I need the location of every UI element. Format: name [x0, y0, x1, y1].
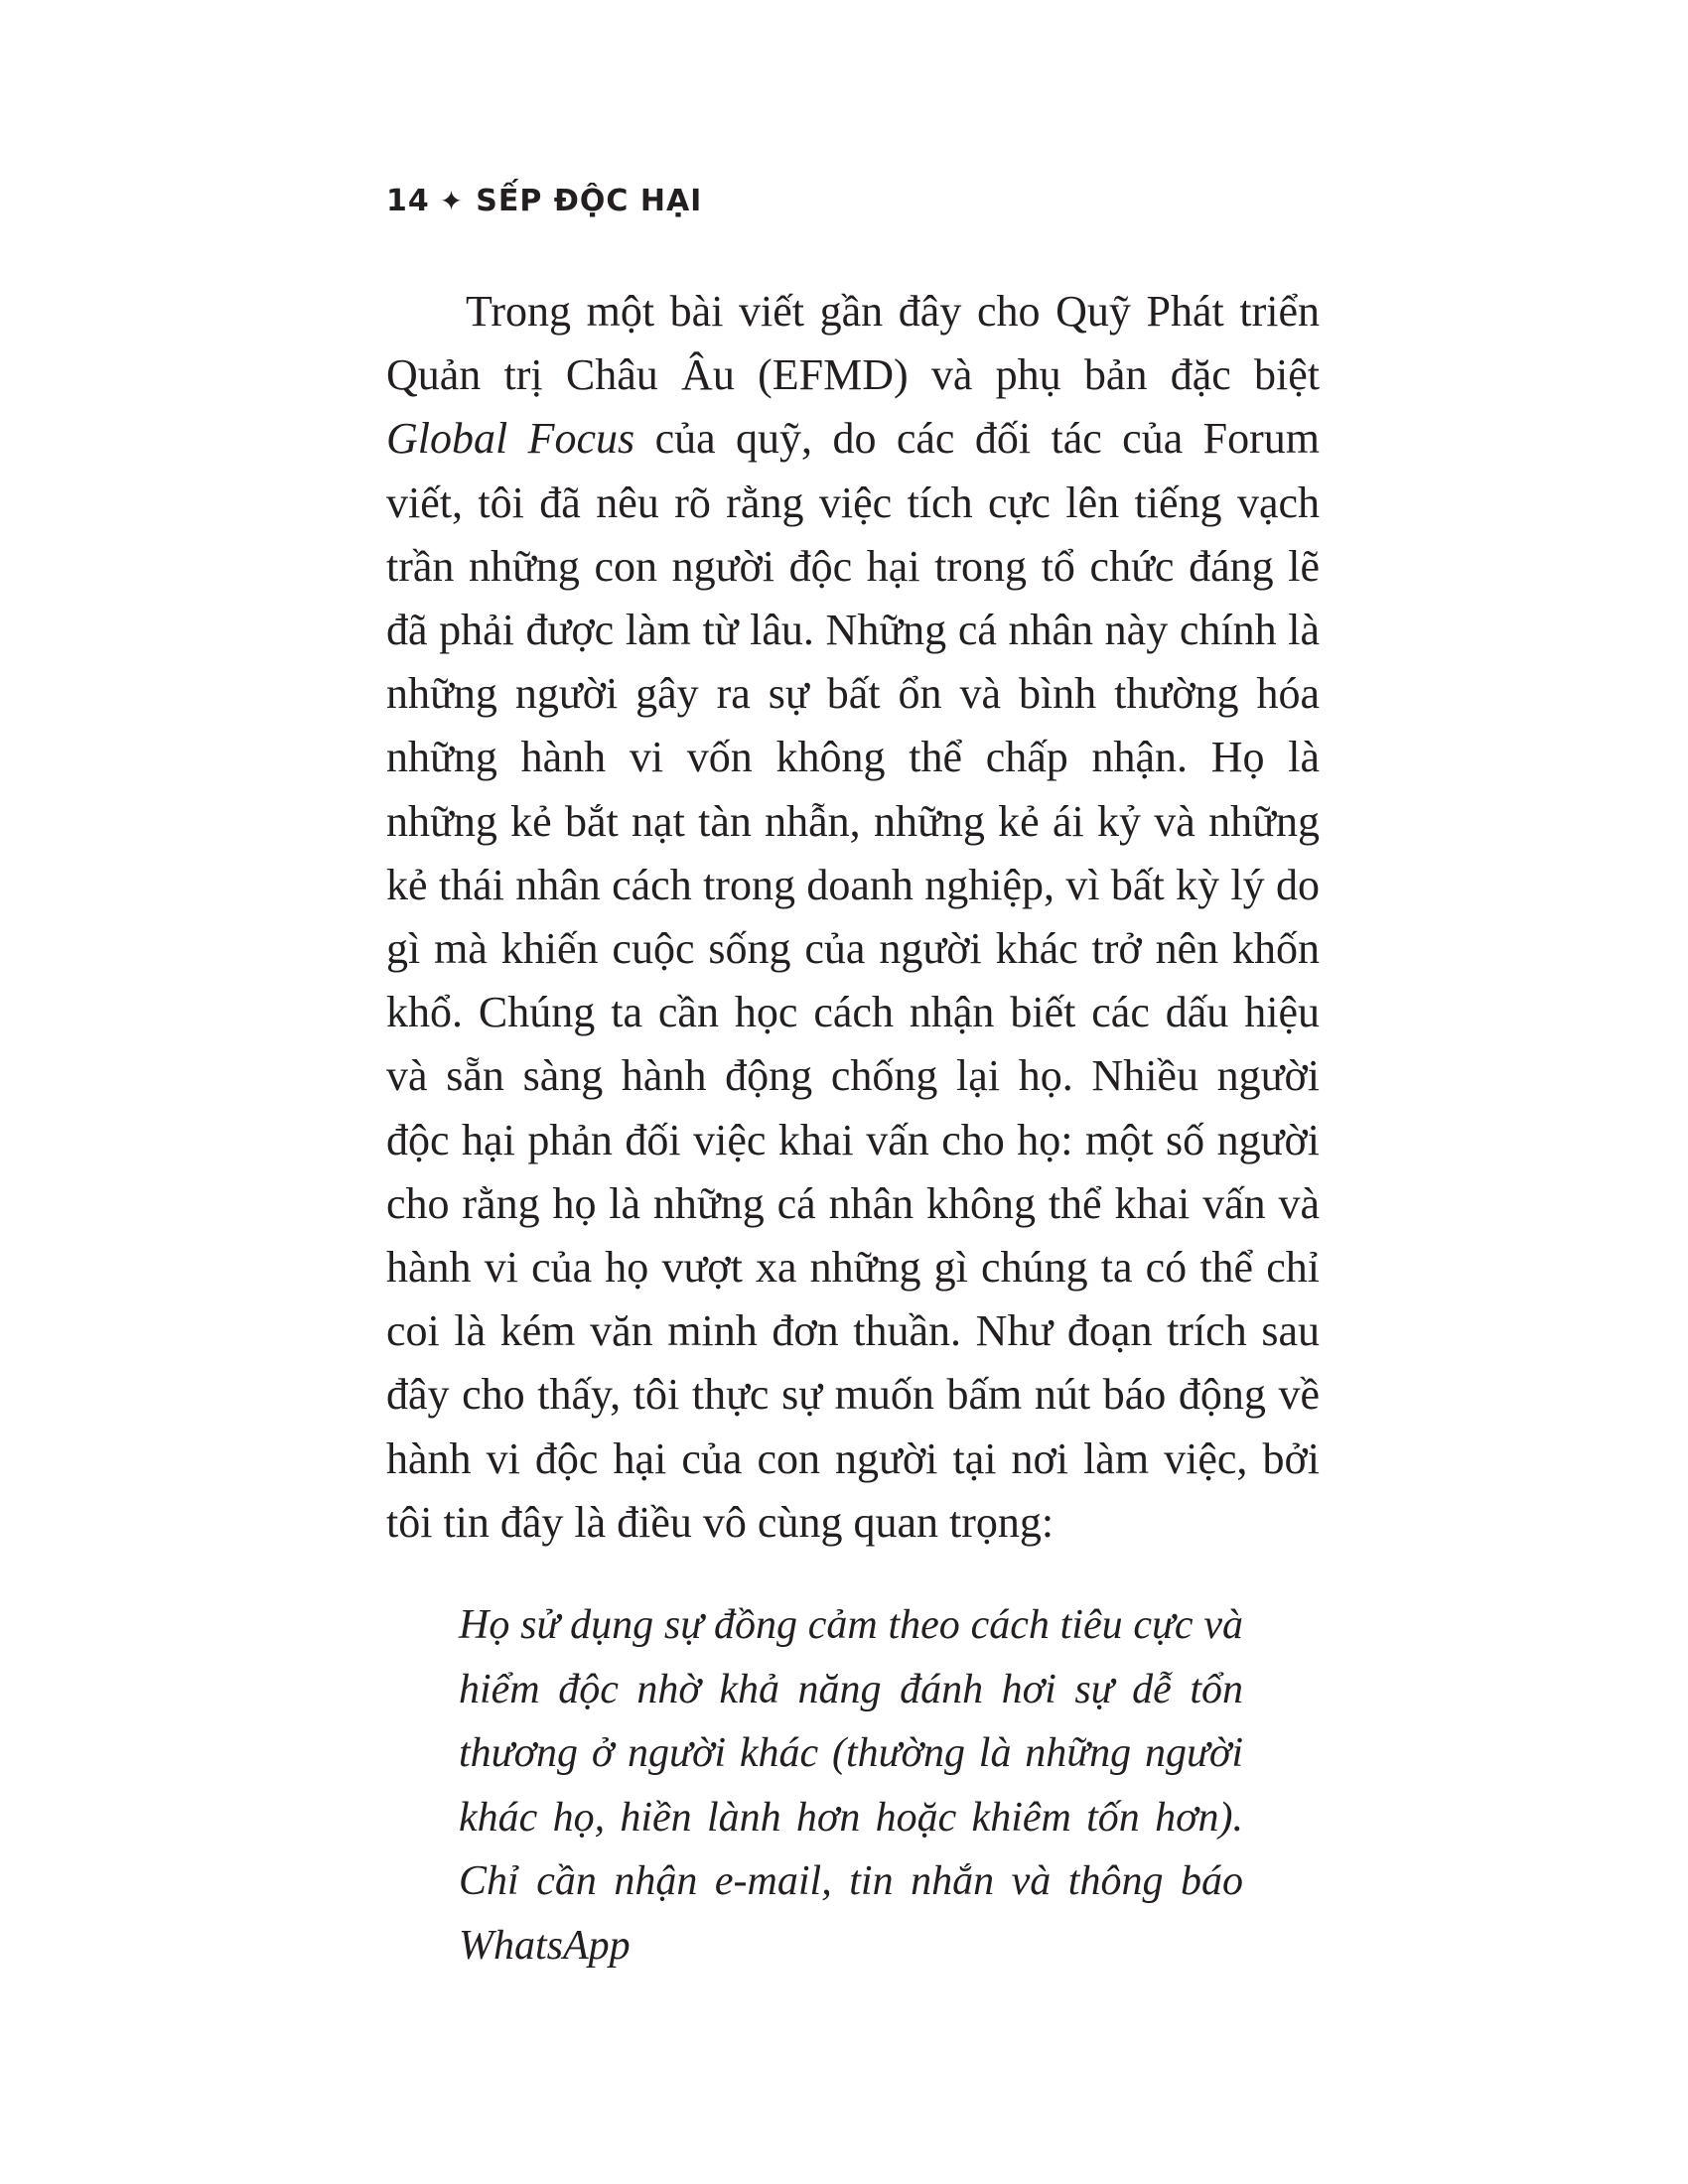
quote-text: Họ sử dụng sự đồng cảm theo cách tiêu cực và hiểm độc nhờ khả năng đánh hơi sự dễ tổn thương ở người khác (thường là những người khác họ, hiền lành hơn hoặc khiêm tốn hơn). Chỉ cần nhận e-mail, tin nhắn và thông báo WhatsApp	[459, 1602, 1243, 1969]
publication-title: Global Focus	[386, 414, 635, 464]
body-text-part-1: Trong một bài viết gần đây cho Quỹ Phát triển Quản trị Châu Âu (EFMD) và phụ bản đặc biệt	[386, 287, 1320, 400]
body-paragraph	[386, 280, 1320, 1555]
separator-glyph: ✦	[439, 185, 465, 217]
block-quote	[459, 1593, 1243, 1978]
page-number: 14	[386, 184, 430, 218]
running-head	[386, 182, 702, 221]
body-text-part-2: của quỹ, do các đối tác của Forum viết, tôi đã nêu rõ rằng việc tích cực lên tiếng vạch trần những con người độc hại trong tổ chức đáng lẽ đã phải được làm từ lâu. Những cá nhân này chính là những người gây ra sự bất ổn và bình thường hóa những hành vi vốn không thể chấp nhận. Họ là những kẻ bắt nạt tàn nhẫn, những kẻ ái kỷ và những kẻ thái nhân cách trong doanh nghiệp, vì bất kỳ lý do gì mà khiến cuộc sống của người khác trở nên khốn khổ. Chúng ta cần học cách nhận biết các dấu hiệu và sẵn sàng hành động chống lại họ. Nhiều người độc hại phản đối việc khai vấn cho họ: một số người cho rằng họ là những cá nhân không thể khai vấn và hành vi của họ vượt xa những gì chúng ta có thể chỉ coi là kém văn minh đơn thuần. Như đoạn trích sau đây cho thấy, tôi thực sự muốn bấm nút báo động về hành vi độc hại của con người tại nơi làm việc, bởi tôi tin đây là điều vô cùng quan trọng:	[386, 414, 1320, 1547]
body-paragraph-block	[386, 280, 1320, 1555]
book-title: SẾP ĐỘC HẠI	[476, 184, 703, 218]
